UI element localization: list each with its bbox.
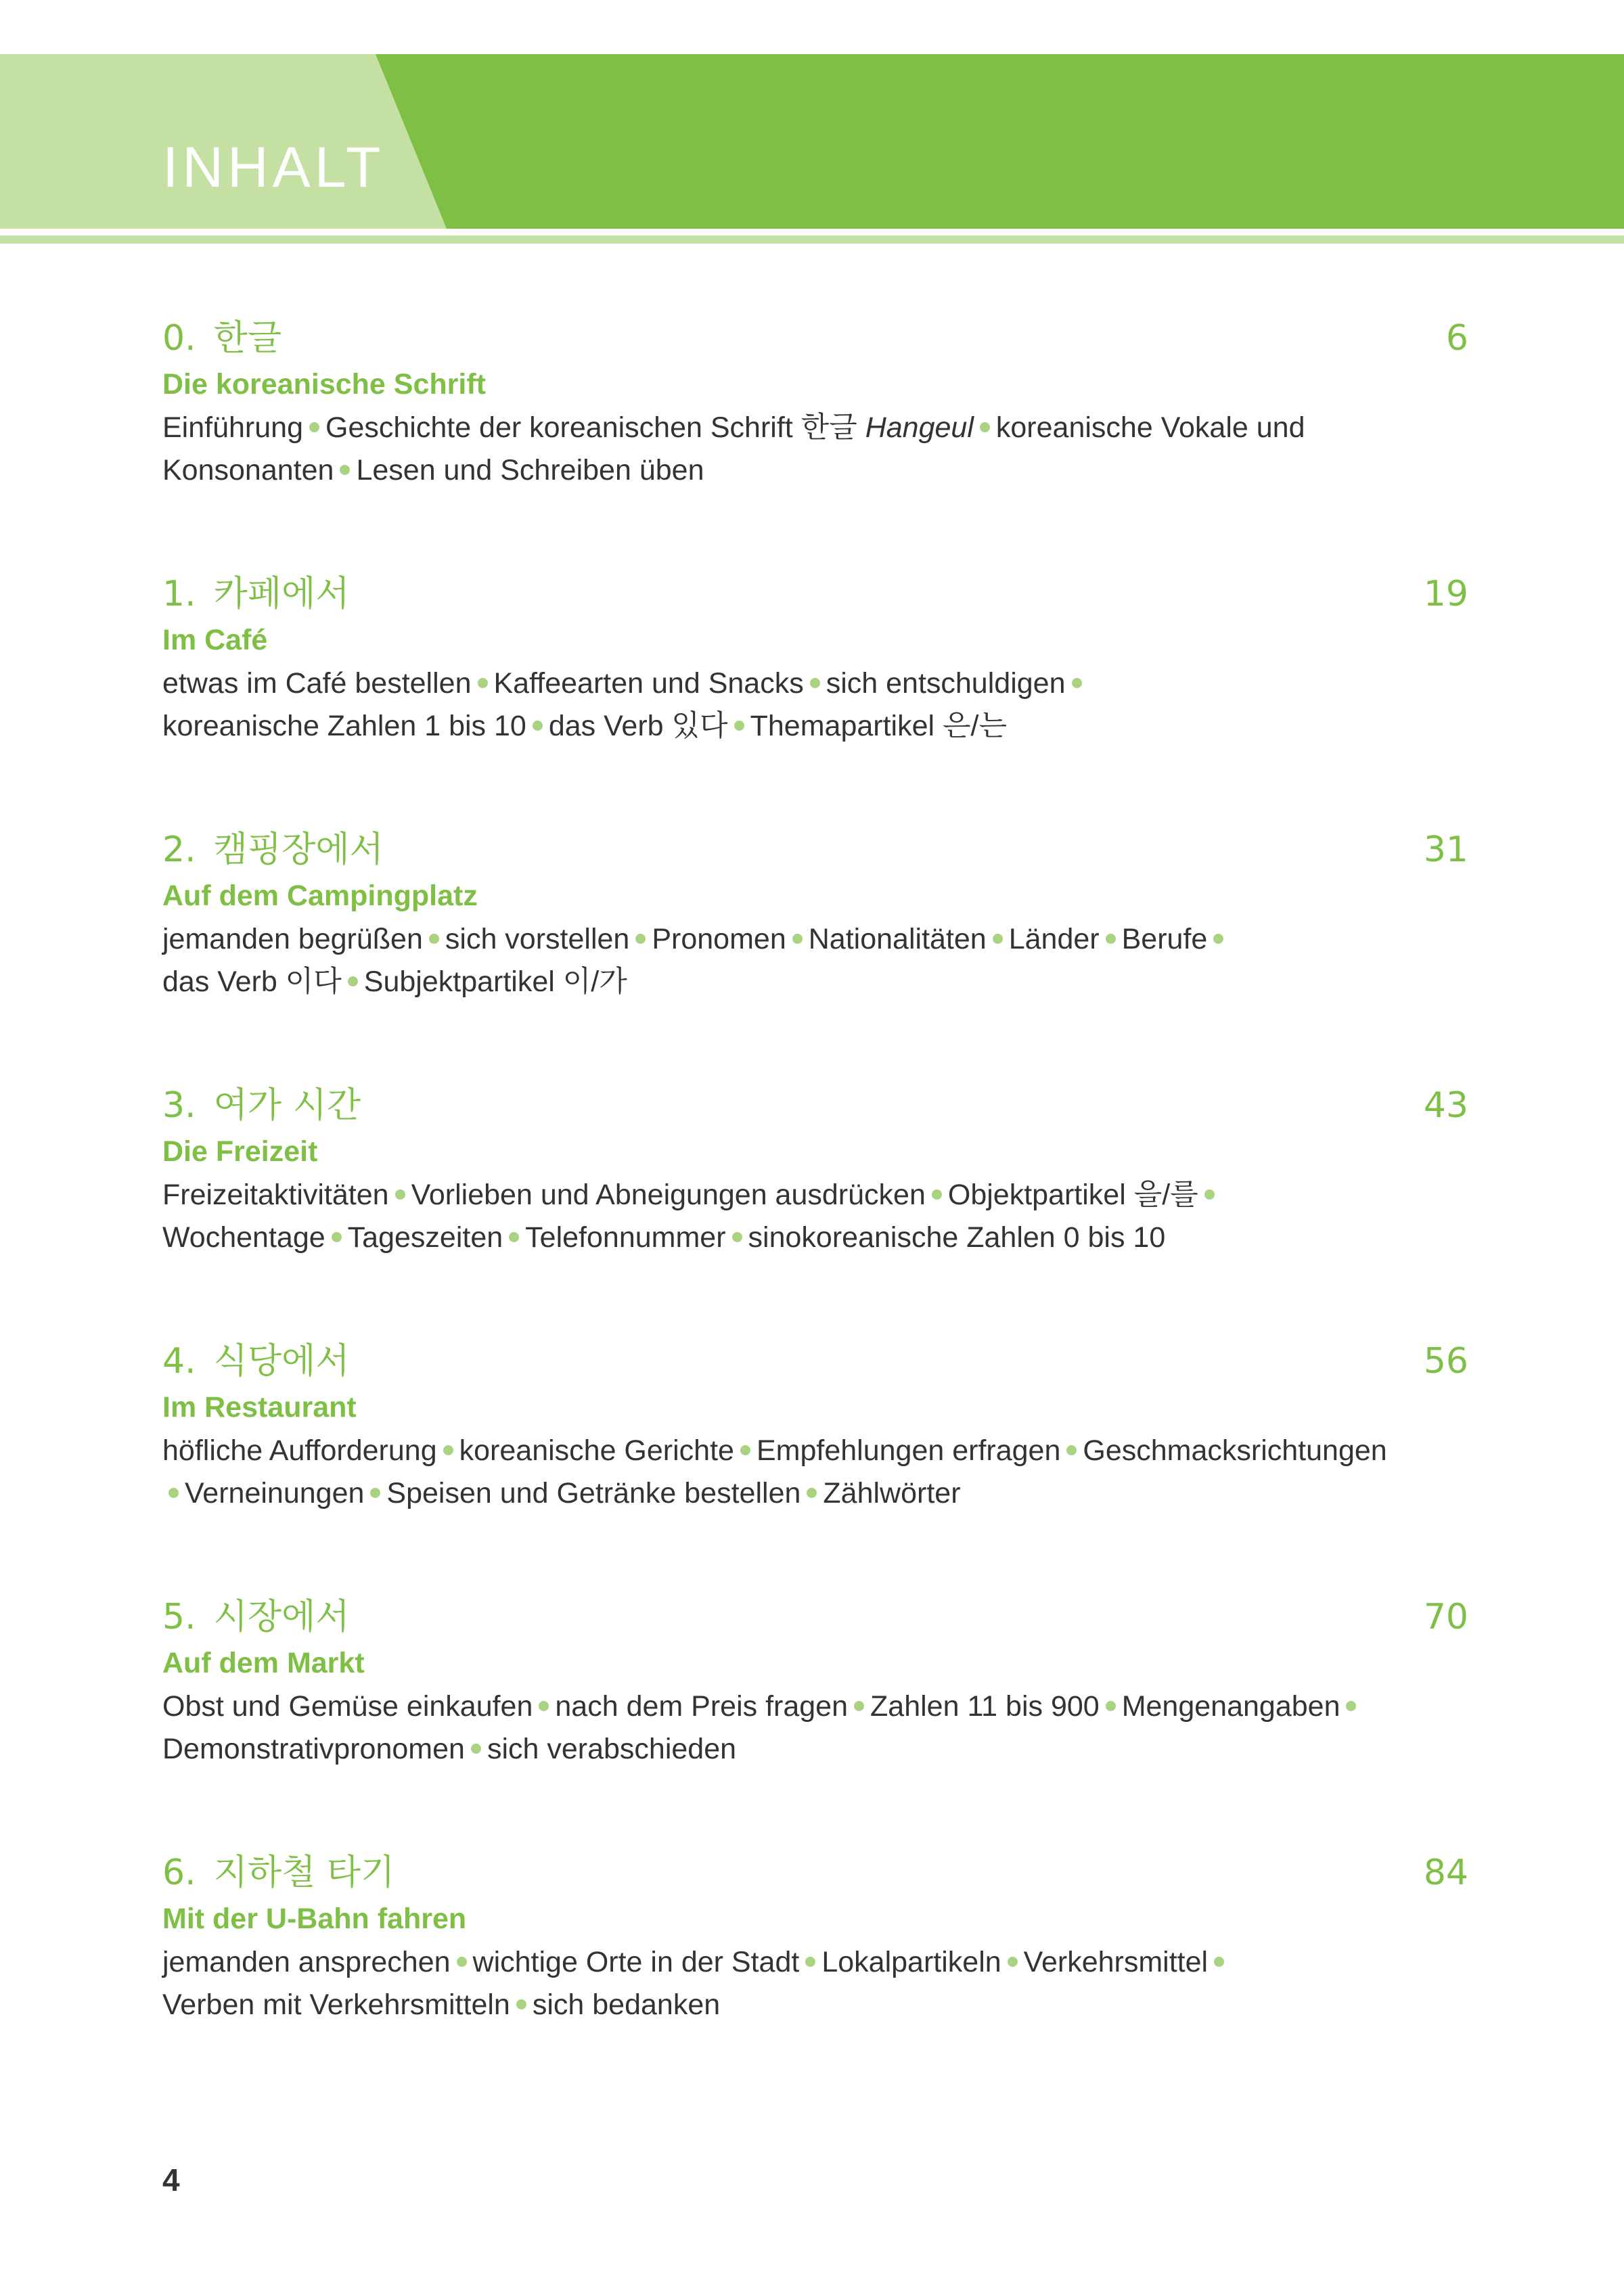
topic-line — [162, 1941, 1468, 1984]
topic-item: Kaffeearten und Snacks — [493, 667, 804, 700]
toc-entry-header — [162, 1593, 1468, 1641]
topic-line — [162, 1430, 1468, 1472]
topic-item: koreanische Vokale und — [995, 411, 1305, 444]
topic-item: Mengenangaben — [1121, 1690, 1340, 1723]
chapter-heading — [162, 1338, 350, 1385]
topic-item: sich entschuldigen — [826, 667, 1066, 700]
toc-entry[interactable] — [162, 1593, 1468, 1849]
toc-entry[interactable] — [162, 826, 1468, 1082]
topic-line — [162, 961, 1468, 1003]
topic-item: Vorlieben und Abneigungen ausdrücken — [411, 1179, 926, 1211]
bullet-dot-icon — [1214, 1957, 1224, 1967]
bullet-dot-icon — [533, 721, 543, 731]
bullet-dot-icon — [509, 1232, 519, 1242]
chapter-subtitle: Die koreanische Schrift — [162, 368, 486, 401]
bullet-dot-icon — [980, 422, 990, 432]
topic-line — [162, 705, 1468, 748]
bullet-dot-icon — [734, 721, 744, 731]
bullet-dot-icon — [810, 678, 820, 688]
topic-item: wichtige Orte in der Stadt — [472, 1946, 800, 1978]
chapter-korean-title: 카페에서 — [213, 574, 350, 614]
bullet-dot-icon — [1008, 1957, 1018, 1967]
chapter-subtitle: Im Café — [162, 624, 268, 656]
topic-line — [162, 1984, 1468, 2026]
romanization-text: Hangeul — [865, 411, 974, 444]
topic-item: jemanden begrüßen — [162, 923, 423, 955]
chapter-heading — [162, 315, 281, 362]
bullet-dot-icon — [516, 1999, 526, 2009]
bullet-dot-icon — [740, 1445, 750, 1455]
topic-item: Geschmacksrichtungen — [1083, 1434, 1387, 1467]
bullet-dot-icon — [395, 1189, 405, 1200]
chapter-topics — [162, 918, 1468, 1003]
topic-item: Lokalpartikeln — [821, 1946, 1001, 1978]
topic-item: Verben mit Verkehrsmitteln — [162, 1989, 510, 2021]
bullet-dot-icon — [1204, 1189, 1215, 1200]
chapter-topics — [162, 1174, 1468, 1259]
bullet-dot-icon — [807, 1488, 817, 1498]
topic-item: Pronomen — [652, 923, 786, 955]
bullet-dot-icon — [348, 976, 358, 986]
topic-item: Subjektpartikel 이/가 — [363, 965, 627, 998]
topic-line — [162, 1472, 1468, 1515]
toc-entry-header — [162, 315, 1468, 362]
topic-item: Verneinungen — [185, 1477, 365, 1509]
header-divider — [0, 235, 1624, 244]
topic-item: Themapartikel 은/는 — [750, 710, 1008, 742]
bullet-dot-icon — [478, 678, 488, 688]
topic-item: Zahlen 11 bis 900 — [870, 1690, 1100, 1723]
topic-line — [162, 407, 1468, 449]
topic-item: Demonstrativpronomen — [162, 1733, 465, 1765]
chapter-page-number: 6 — [1445, 318, 1468, 359]
topic-line — [162, 449, 1468, 492]
chapter-heading — [162, 1082, 361, 1129]
toc-entry[interactable] — [162, 1849, 1468, 2105]
bullet-dot-icon — [1346, 1701, 1356, 1711]
bullet-dot-icon — [168, 1488, 179, 1498]
topic-item: sich bedanken — [532, 1989, 721, 2021]
bullet-dot-icon — [457, 1957, 467, 1967]
topic-item: sich verabschieden — [487, 1733, 737, 1765]
bullet-dot-icon — [792, 934, 803, 944]
topic-item: das Verb 있다 — [548, 710, 728, 742]
chapter-korean-title: 지하철 타기 — [213, 1853, 395, 1893]
chapter-page-number: 43 — [1423, 1085, 1468, 1126]
topic-item: das Verb 이다 — [162, 965, 342, 998]
bullet-dot-icon — [370, 1488, 380, 1498]
chapter-number: 6. — [162, 1853, 196, 1893]
toc-entry-header — [162, 1338, 1468, 1385]
topic-item: Tageszeiten — [347, 1221, 503, 1254]
toc-entry[interactable] — [162, 1082, 1468, 1338]
topic-item: sinokoreanische Zahlen 0 bis 10 — [748, 1221, 1166, 1254]
topic-item: Objektpartikel 을/를 — [947, 1179, 1198, 1211]
chapter-page-number: 19 — [1423, 574, 1468, 614]
chapter-heading — [162, 1849, 394, 1896]
chapter-page-number: 70 — [1423, 1597, 1468, 1637]
bullet-dot-icon — [732, 1232, 742, 1242]
topic-item: Berufe — [1121, 923, 1208, 955]
toc-entry[interactable] — [162, 1338, 1468, 1593]
bullet-dot-icon — [805, 1957, 815, 1967]
chapter-topics — [162, 1430, 1468, 1515]
chapter-heading — [162, 1593, 350, 1641]
table-of-contents — [162, 315, 1468, 2105]
chapter-subtitle: Im Restaurant — [162, 1391, 357, 1424]
topic-line — [162, 918, 1468, 961]
bullet-dot-icon — [332, 1232, 342, 1242]
chapter-korean-title: 여가 시간 — [213, 1085, 361, 1126]
chapter-number: 3. — [162, 1085, 196, 1126]
topic-item: Freizeitaktivitäten — [162, 1179, 389, 1211]
bullet-dot-icon — [539, 1701, 549, 1711]
toc-entry-header — [162, 1082, 1468, 1129]
topic-item: jemanden ansprechen — [162, 1946, 451, 1978]
chapter-page-number: 31 — [1423, 830, 1468, 870]
topic-item: Wochentage — [162, 1221, 325, 1254]
topic-item: höfliche Aufforderung — [162, 1434, 437, 1467]
topic-item: Länder — [1008, 923, 1100, 955]
toc-entry[interactable] — [162, 315, 1468, 570]
topic-line — [162, 1728, 1468, 1771]
chapter-subtitle: Auf dem Campingplatz — [162, 880, 478, 912]
chapter-page-number: 84 — [1423, 1853, 1468, 1893]
chapter-korean-title: 한글 — [213, 318, 282, 359]
toc-entry[interactable] — [162, 570, 1468, 826]
bullet-dot-icon — [429, 934, 439, 944]
topic-item: etwas im Café bestellen — [162, 667, 472, 700]
bullet-dot-icon — [932, 1189, 942, 1200]
topic-item: Telefonnummer — [525, 1221, 726, 1254]
chapter-korean-title: 시장에서 — [213, 1597, 350, 1637]
chapter-topics — [162, 662, 1468, 748]
bullet-dot-icon — [635, 934, 646, 944]
topic-line — [162, 1217, 1468, 1259]
toc-entry-header — [162, 826, 1468, 873]
chapter-subtitle: Mit der U-Bahn fahren — [162, 1903, 467, 1935]
topic-line — [162, 1174, 1468, 1217]
chapter-topics — [162, 407, 1468, 492]
page-number: 4 — [162, 2162, 180, 2198]
chapter-number: 2. — [162, 830, 196, 870]
topic-item: Obst und Gemüse einkaufen — [162, 1690, 533, 1723]
chapter-topics — [162, 1685, 1468, 1771]
topic-line — [162, 662, 1468, 705]
chapter-number: 4. — [162, 1341, 196, 1382]
bullet-dot-icon — [443, 1445, 453, 1455]
bullet-dot-icon — [1072, 678, 1082, 688]
topic-item: Verkehrsmittel — [1023, 1946, 1209, 1978]
chapter-number: 0. — [162, 318, 196, 359]
chapter-number: 1. — [162, 574, 196, 614]
topic-item: nach dem Preis fragen — [555, 1690, 849, 1723]
chapter-heading — [162, 826, 384, 873]
bullet-dot-icon — [1106, 1701, 1116, 1711]
bullet-dot-icon — [340, 465, 350, 475]
chapter-korean-title: 식당에서 — [213, 1341, 350, 1382]
chapter-subtitle: Die Freizeit — [162, 1135, 318, 1168]
topic-line — [162, 1685, 1468, 1728]
topic-item: Speisen und Getränke bestellen — [386, 1477, 801, 1509]
topic-item: Einführung — [162, 411, 303, 444]
topic-item: Nationalitäten — [808, 923, 987, 955]
bullet-dot-icon — [471, 1744, 481, 1754]
topic-item: Empfehlungen erfragen — [756, 1434, 1061, 1467]
topic-item: Zählwörter — [823, 1477, 961, 1509]
topic-item: koreanische Zahlen 1 bis 10 — [162, 710, 526, 742]
toc-entry-header — [162, 570, 1468, 618]
bullet-dot-icon — [1066, 1445, 1077, 1455]
chapter-subtitle: Auf dem Markt — [162, 1647, 365, 1679]
chapter-topics — [162, 1941, 1468, 2026]
topic-item: sich vorstellen — [445, 923, 630, 955]
chapter-korean-title: 캠핑장에서 — [213, 830, 384, 870]
bullet-dot-icon — [1106, 934, 1116, 944]
bullet-dot-icon — [1213, 934, 1223, 944]
bullet-dot-icon — [993, 934, 1003, 944]
bullet-dot-icon — [854, 1701, 864, 1711]
toc-entry-header — [162, 1849, 1468, 1896]
topic-item: Lesen und Schreiben üben — [356, 454, 704, 486]
chapter-number: 5. — [162, 1597, 196, 1637]
topic-item: koreanische Gerichte — [459, 1434, 734, 1467]
topic-item: Konsonanten — [162, 454, 334, 486]
page-title: INHALT — [162, 135, 385, 199]
topic-item: Geschichte der koreanischen Schrift 한글 Hangeul — [325, 411, 974, 444]
chapter-page-number: 56 — [1423, 1341, 1468, 1382]
bullet-dot-icon — [309, 422, 319, 432]
chapter-heading — [162, 570, 350, 618]
